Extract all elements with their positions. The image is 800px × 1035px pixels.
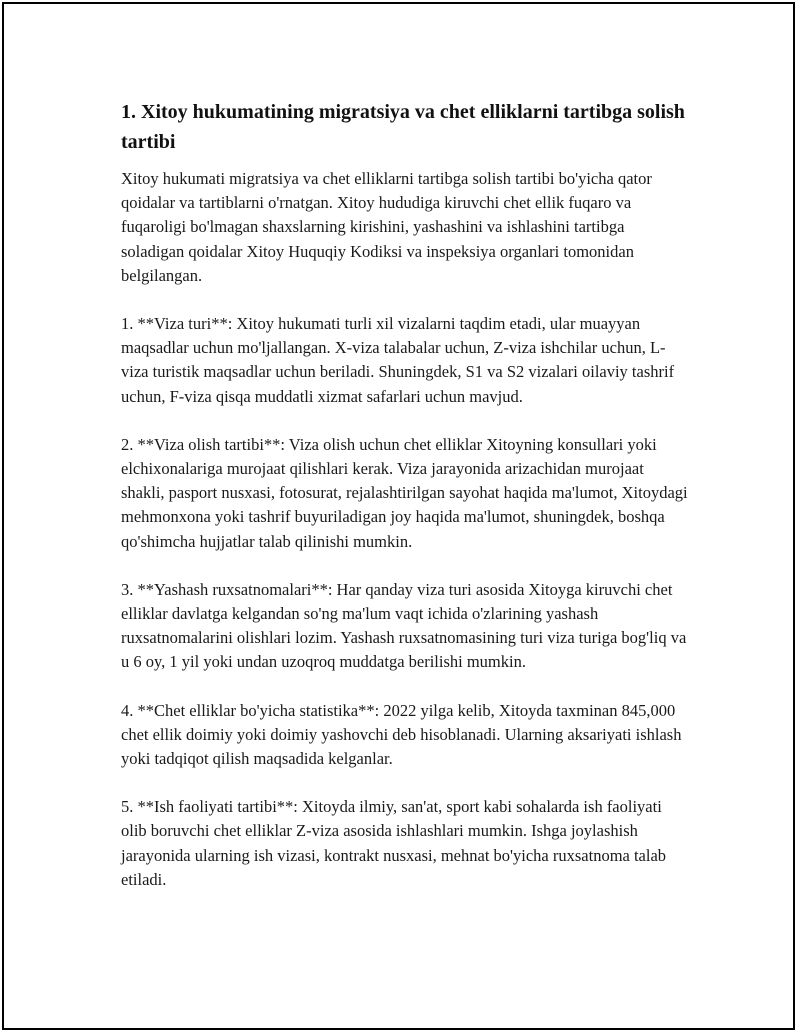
statistics-paragraph: 4. **Chet elliklar bo'yicha statistika**: 2022 yilga kelib, Xitoyda taxminan 845,000 chet ellik doimiy yoki doimiy yashovchi deb hisoblanadi. Ularning aksariyati ishlash yoki tadqiqot qilish maqsadida kelganlar. xyxy=(121,700,682,769)
work-procedure-paragraph: 5. **Ish faoliyati tartibi**: Xitoyda ilmiy, san'at, sport kabi sohalarda ish faoliyati olib boruvchi chet elliklar Z-viza asosida ishlashlari mumkin. Ishga joylashish jarayonida ularning ish vizasi, kontrakt nusxasi, mehnat bo'yicha ruxsatnoma talab etiladi. xyxy=(121,797,667,889)
residence-permits-paragraph: 3. **Yashash ruxsatnomalari**: Har qanday viza turi asosida Xitoyga kiruvchi chet elliklar davlatga kelgandan so'ng ma'lum vaqt ichida o'zlarining yashash ruxsatnomalarini olishlari lozim. Yashash ruxsatnomasining turi viza turiga bog'liq va u 6 oy, 1 yil yoki undan uzoqroq muddatga berilishi mumkin. xyxy=(121,579,687,672)
document-body xyxy=(121,97,691,916)
visa-procedure-paragraph: 2. **Viza olish tartibi**: Viza olish uchun chet elliklar Xitoyning konsullari yoki elchixonalariga murojaat qilishlari kerak. Viza jarayonida arizachidan murojaat shakli, pasport nusxasi, fotosurat, rejalashtirilgan sayohat haqida ma'lumot, Xitoydagi mehmonxona yoki tashrif buyuriladigan joy haqida ma'lumot, shuningdek, boshqa qo'shimcha hujjatlar talab qilinishi mumkin. xyxy=(121,434,688,551)
intro-paragraph: Xitoy hukumati migratsiya va chet elliklarni tartibga solish tartibi bo'yicha qator qoidalar va tartiblarni o'rnatgan. Xitoy hududiga kiruvchi chet ellik fuqaro va fuqaroligi bo'lmagan shaxslarning kirishini, yashashini va ishlashini tartibga soladigan qoidalar Xitoy Huquqiy Kodiksi va inspeksiya organlari tomonidan belgilangan. xyxy=(121,169,652,285)
page-frame xyxy=(2,2,795,1030)
document-title: 1. Xitoy hukumatining migratsiya va chet elliklarni tartibga solish tartibi xyxy=(121,101,685,153)
visa-types-paragraph: 1. **Viza turi**: Xitoy hukumati turli xil vizalarni taqdim etadi, ular muayyan maqsadlar uchun mo'ljallangan. X-viza talabalar uchun, Z-viza ishchilar uchun, L-viza turistik maqsadlar uchun beriladi. Shuningdek, S1 va S2 vizalari oilaviy tashrif uchun, F-viza qisqa muddatli xizmat safarlari uchun mavjud. xyxy=(121,314,675,406)
